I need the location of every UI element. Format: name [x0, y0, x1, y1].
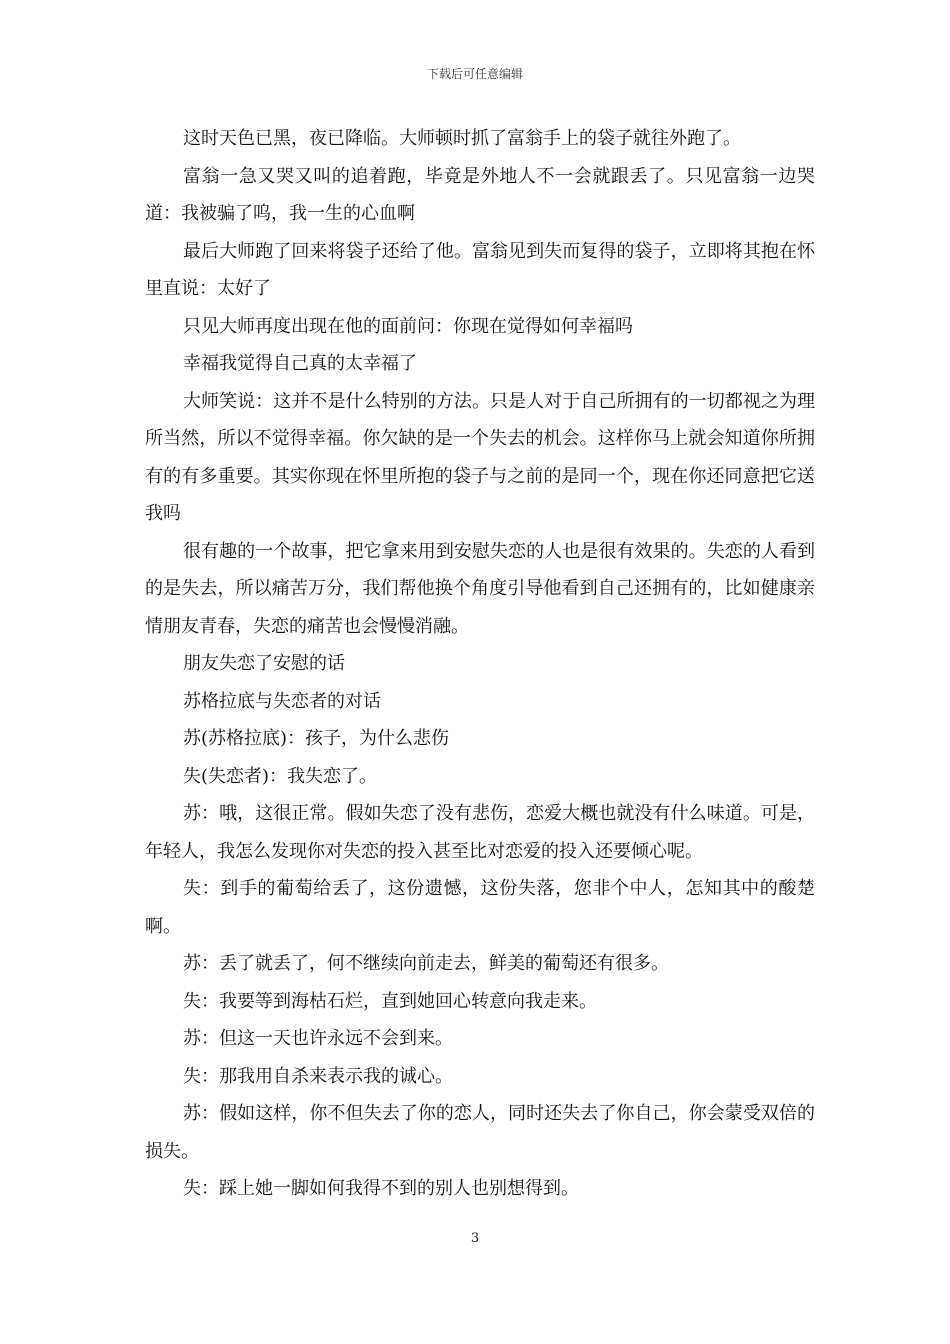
- paragraph: 最后大师跑了回来将袋子还给了他。富翁见到失而复得的袋子，立即将其抱在怀里直说：太好了: [145, 240, 815, 299]
- paragraph: 大师笑说：这并不是什么特别的方法。只是人对于自己所拥有的一切都视之为理所当然，所以不觉得幸福。你欠缺的是一个失去的机会。这样你马上就会知道你所拥有的有多重要。其实你现在怀里所抱的袋子与之前的是同一个，现在你还同意把它送我吗: [145, 390, 815, 524]
- dialogue-line: 失：我要等到海枯石烂，直到她回心转意向我走来。: [183, 990, 597, 1012]
- dialogue-line: 失：到手的葡萄给丢了，这份遗憾，这份失落，您非个中人，怎知其中的酸楚啊。: [145, 878, 815, 937]
- paragraph: 这时天色已黑，夜已降临。大师顿时抓了富翁手上的袋子就往外跑了。: [183, 128, 741, 149]
- dialogue-line: 失：那我用自杀来表示我的诚心。: [183, 1065, 453, 1087]
- section-heading: 苏格拉底与失恋者的对话: [183, 690, 381, 712]
- dialogue-line: 失(失恋者)：我失恋了。: [183, 765, 378, 787]
- dialogue-line: 失：踩上她一脚如何我得不到的别人也别想得到。: [183, 1178, 579, 1199]
- paragraph: 只见大师再度出现在他的面前问：你现在觉得如何幸福吗: [183, 315, 633, 337]
- dialogue-line: 苏：丢了就丢了，何不继续向前走去，鲜美的葡萄还有很多。: [183, 953, 669, 974]
- page-header: 下载后可任意编辑: [426, 67, 523, 81]
- paragraph: 幸福我觉得自己真的太幸福了: [183, 353, 417, 374]
- section-heading: 朋友失恋了安慰的话: [183, 653, 345, 674]
- dialogue-line: 苏：哦，这很正常。假如失恋了没有悲伤，恋爱大概也就没有什么味道。可是，年轻人，我怎么发现你对失恋的投入甚至比对恋爱的投入还要倾心呢。: [145, 803, 815, 862]
- dialogue-line: 苏：但这一天也许永远不会到来。: [183, 1028, 453, 1049]
- document-body: [145, 120, 815, 1208]
- dialogue-line: 苏(苏格拉底)：孩子，为什么悲伤: [183, 728, 450, 749]
- page-number: 3: [470, 1231, 480, 1246]
- dialogue-line: 苏：假如这样，你不但失去了你的恋人，同时还失去了你自己，你会蒙受双倍的损失。: [145, 1103, 815, 1162]
- paragraph: 富翁一急又哭又叫的追着跑，毕竟是外地人不一会就跟丢了。只见富翁一边哭道：我被骗了呜，我一生的心血啊: [145, 165, 815, 224]
- paragraph: 很有趣的一个故事，把它拿来用到安慰失恋的人也是很有效果的。失恋的人看到的是失去，所以痛苦万分，我们帮他换个角度引导他看到自己还拥有的，比如健康亲情朋友青春，失恋的痛苦也会慢慢消融。: [145, 540, 815, 637]
